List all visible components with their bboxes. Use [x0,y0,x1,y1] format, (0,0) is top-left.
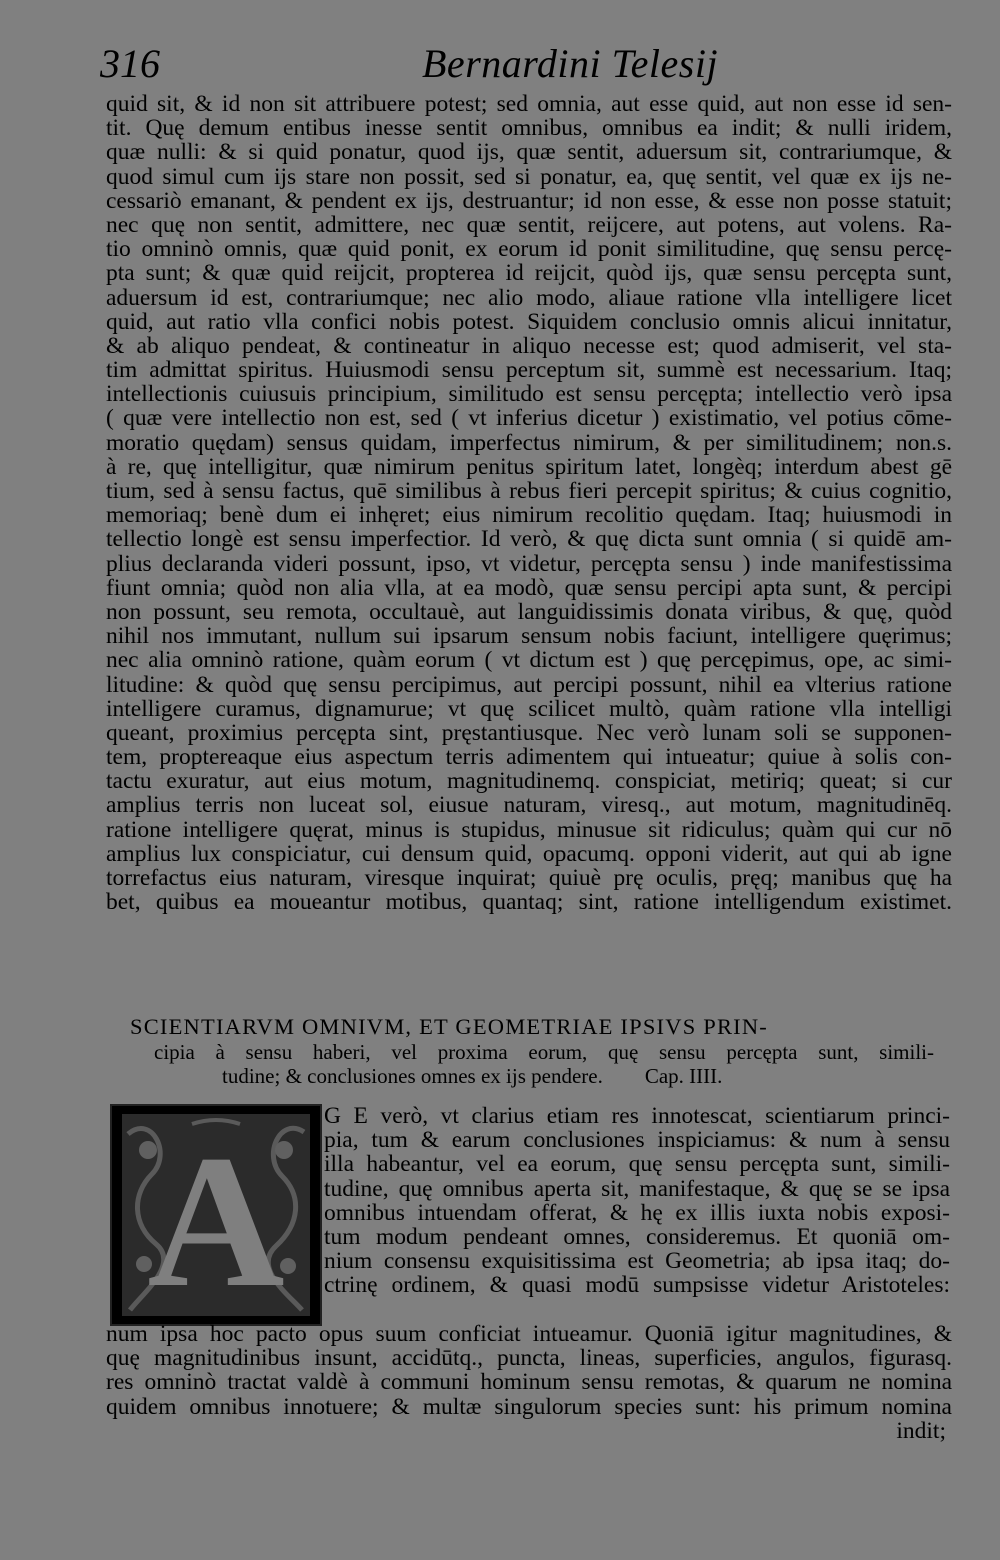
text-line: illa habeantur, vel ea eorum, quę sensu percępta sunt, simili- [324,1151,950,1178]
text-line: aduersum id est, contrariumque; nec alio modo, aliaue ratione vlla intelligere licet [106,284,952,311]
text-line: res omninò tractat valdè à communi hominum sensu remotas, & quarum ne nomina [106,1369,952,1396]
chapter-heading-line-3 [130,1064,960,1088]
text-line: non possunt, seu remota, occultauè, aut languidissimis donata viribus, & quę, quòd [106,598,952,625]
text-line: litudine: & quòd quę sensu percipimus, aut percipi possunt, nihil ea vlterius ratione [106,671,952,698]
text-line: memoriaq; benè dum ei inhęret; eius nimirum recolitio quędam. Itaq; huiusmodi in [106,502,952,529]
text-line: num ipsa hoc pacto opus suum conficiat intueamur. Quoniā igitur magnitudines, & [106,1321,952,1347]
text-line: à re, quę intelligitur, quæ nimirum penitus spiritum latet, longèq; interdum abest gē [106,453,952,480]
text-line: amplius lux conspiciatur, cui densum quid, opacumq. opponi viderit, aut qui ab igne [106,840,952,867]
text-line: cessariò emanant, & pendent ex ijs, destruantur; id non esse, & esse non posse statuit; [106,187,952,214]
page-header [100,40,940,96]
initial-ornament [122,1114,310,1327]
initial-letter: A [147,1117,285,1327]
text-line: amplius terris non luceat sol, eiusue naturam, viresq., aut motum, magnitudinēq. [106,792,952,819]
text-line: omnibus intuendam offerat, & hę ex illis iuxta nobis exposi- [324,1199,950,1226]
text-line: pia, tum & earum conclusiones inspiciamus: & num à sensu [324,1127,950,1154]
text-line: ( quæ vere intellectio non est, sed ( vt inferius dicetur ) existimatio, vel potius cōme- [106,405,952,432]
text-line: nec quę non sentit, admittere, nec quæ sentit, reijcere, aut potens, aut volens. Ra- [106,211,952,238]
text-line: tem, proptereaque eius aspectum terris adimentem qui intueatur; quiue à solis con- [106,744,952,771]
text-line: tim admittat spiritus. Huiusmodi sensu perceptum sit, summè est necessarium. Itaq; [106,357,952,384]
text-line: quid sit, & id non sit attribuere potest; sed omnia, aut esse quid, aut non esse id sen- [106,91,952,117]
text-line: plius declaranda videri possunt, ipso, vt videtur, percępta sensu ) inde manifestissima [106,550,952,577]
body-paragraph-2-full [106,1322,952,1419]
body-paragraph-1 [106,92,952,914]
catchword-line [106,1418,946,1444]
text-line: quidem omnibus innotuere; & multæ singulorum species sunt: his primum nomina [106,1393,952,1420]
text-line: bet, quibus ea moueantur motibus, quantaq; sint, ratione intelligendum existimet. [106,889,952,916]
text-line: ratione intelligere quęrat, minus is stupidus, minusue sit ridiculus; quàm qui cur nō [106,816,952,843]
text-line: nium consensu exquisitissima est Geometria; ab ipsa itaq; do- [324,1248,950,1275]
text-line: nihil nos immutant, nullum sui ipsarum sensum nobis faciunt, intelligere quęrimus; [106,623,952,650]
text-line: tum modum pendeant omnes, consideremus. Et quoniā om- [324,1223,950,1250]
chapter-heading-text: tudine; & conclusiones omnes ex ijs pendere. [222,1064,603,1088]
chapter-heading-line-1: SCIENTIARVM OMNIVM, ET GEOMETRIAE IPSIVS PRIN- [130,1014,768,1039]
text-line: fiunt omnia; quòd non alia vlla, at ea modò, quæ sensu percipi apta sunt, & percipi [106,574,952,601]
text-line: moratio quędam) sensus quidam, imperfectus nimirum, & per similitudinem; non.s. [106,429,952,456]
text-line: intellectionis cuiusuis principium, similitudo est sensu percępta; intellectio verò ipsa [106,381,952,408]
text-line: quę magnitudinibus insunt, accidūtq., puncta, lineas, superficies, angulos, figurasq. [106,1345,952,1372]
text-line: quid, aut ratio vlla confici nobis potest. Siquidem conclusio omnis alicui innitatur, [106,308,952,335]
chapter-heading-line-2: cipia à sensu haberi, vel proxima eorum, quę sensu percępta sunt, simili- [154,1040,934,1064]
text-line: tellectio longè est sensu imperfectior. Id verò, & quę dicta sunt omnia ( si quidē am- [106,526,952,553]
text-line: tio omninò omnis, quæ quid ponit, ex eorum id ponit similitudine, quę sensu percę- [106,236,952,263]
text-line: G E verò, vt clarius etiam res innotescat, scientiarum princi- [324,1103,950,1129]
chapter-number: Cap. IIII. [644,1064,723,1088]
text-line: pta sunt; & quæ quid reijcit, propterea id reijcit, quòd ijs, quæ sensu percępta sunt, [106,260,952,287]
text-line: quod simul cum ijs stare non possit, sed si ponatur, ea, quę sentit, vel quæ ex ijs ne- [106,163,952,190]
text-line: tudine, quę omnibus aperta sit, manifestaque, & quę se se ipsa [324,1175,950,1202]
text-line: quæ nulli: & si quid ponatur, quod ijs, quæ sentit, aduersum sit, contrariumque, & [106,139,952,166]
catchword: indit; [896,1418,946,1444]
text-line: & ab aliquo pendeat, & contineatur in aliquo necesse est; quod admiserit, vel sta- [106,332,952,359]
decorated-initial [110,1104,322,1326]
text-line: intelligere curamus, dignamurue; vt quę scilicet multò, quàm ratione vlla intelligi [106,695,952,722]
text-line: nec alia omninò ratione, quàm eorum ( vt dictum est ) quę percępimus, ope, ac simi- [106,647,952,674]
text-line: tit. Quę demum entibus inesse sentit omnibus, omnibus ea indit; & nulli iridem, [106,115,952,142]
text-line: tactu exuratur, aut eius motum, magnitudinemq. conspiciat, metiriq; queat; si cur [106,768,952,795]
running-title: Bernardini Telesij [422,41,719,86]
page-number: 316 [100,41,160,86]
body-paragraph-2-indented [324,1104,950,1298]
text-line: torrefactus eius naturam, viresque inquirat; quiuè prę oculis, pręq; manibus quę ha [106,865,952,891]
chapter-heading [130,1014,960,1088]
text-line: ctrinę ordinem, & quasi modū sumpsisse videtur Aristoteles: [324,1272,950,1299]
text-line: tium, sed à sensu factus, quē similibus à rebus fieri percepit spiritus; & cuius cognitio, [106,478,952,504]
text-line: queant, proximius percępta sint, pręstantiusque. Nec verò lunam soli se supponen- [106,719,952,746]
